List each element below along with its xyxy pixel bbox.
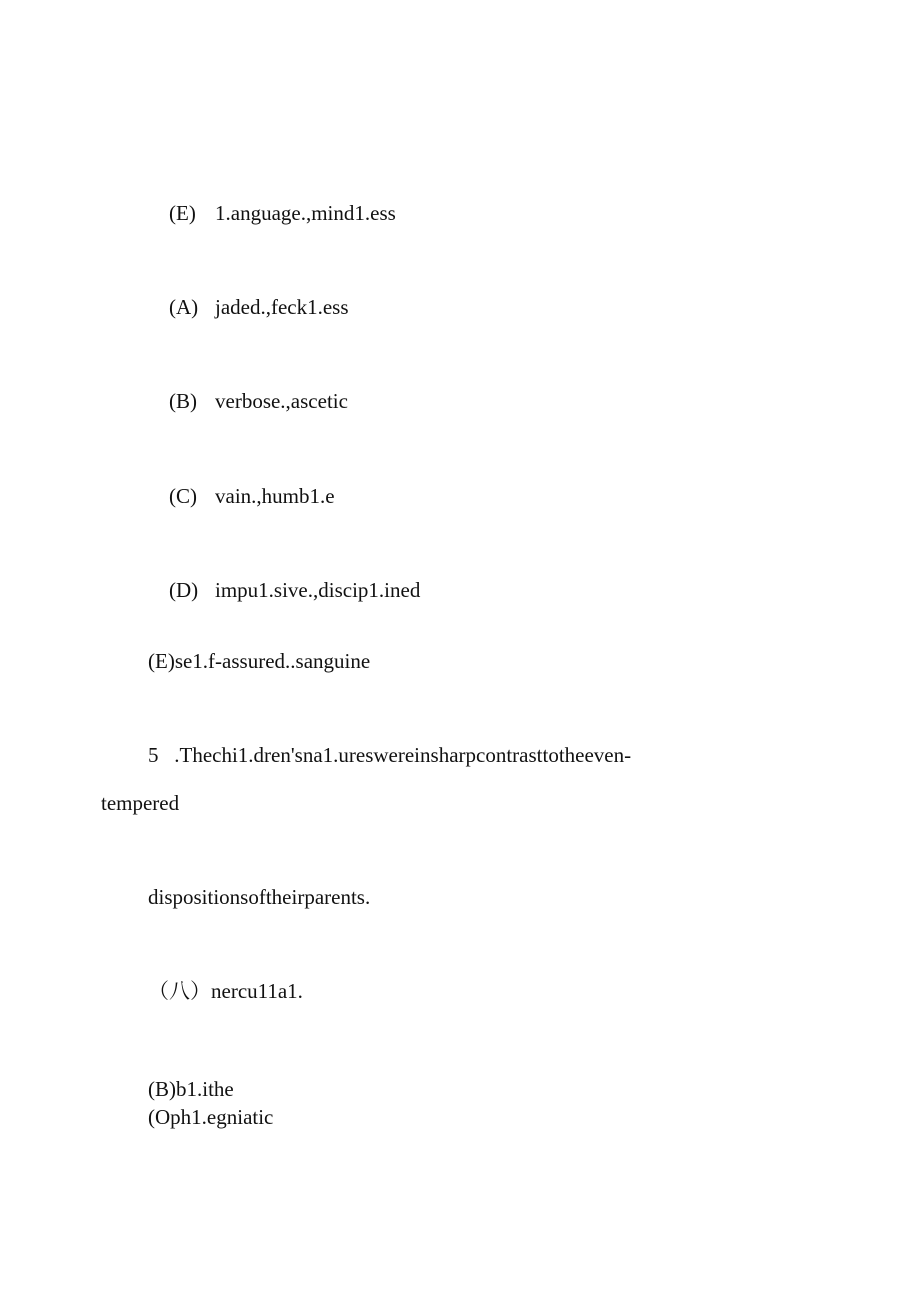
option-text: jaded.,feck1.ess: [215, 295, 349, 319]
option-text: impu1.sive.,discip1.ined: [215, 578, 421, 602]
option-e-q4: [148, 177, 396, 249]
option-a-q4: [148, 271, 349, 343]
option-label: (C): [169, 484, 197, 508]
option-b-q4: [148, 365, 348, 437]
option-c-q4: [148, 460, 335, 532]
question-5-line-2: tempered: [101, 791, 180, 815]
option-c-q5: (Oph1.egniatic: [148, 1105, 274, 1129]
option-label: (D): [169, 578, 199, 602]
option-text: 1.anguage.,mind1.ess: [215, 201, 396, 225]
question-5-line-3: dispositionsoftheirparents.: [148, 885, 371, 909]
option-text: vain.,humb1.e: [215, 484, 335, 508]
option-label: (B): [169, 389, 197, 413]
option-e-combined: (E)se1.f-assured..sanguine: [148, 649, 371, 673]
option-label: (E): [169, 201, 196, 225]
option-a-q5: （八）nercu11a1.: [148, 979, 303, 1003]
option-text: verbose.,ascetic: [215, 389, 348, 413]
question-5-line-1: 5 .Thechi1.dren'sna1.ureswereinsharpcontrasttotheeven-: [148, 743, 632, 767]
option-d-q4: [148, 554, 420, 626]
option-b-q5: (B)b1.ithe: [148, 1077, 234, 1101]
option-label: (A): [169, 295, 199, 319]
